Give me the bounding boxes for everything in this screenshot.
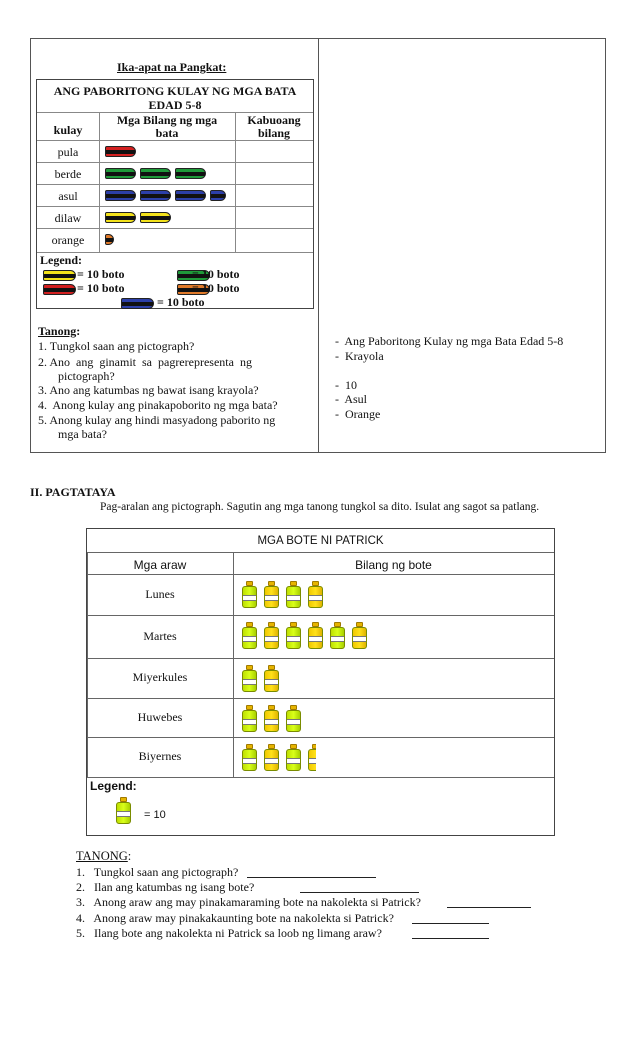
top-question: pictograph? — [58, 369, 115, 383]
bottle-icon — [330, 622, 345, 649]
top-answer: - Krayola — [335, 349, 384, 363]
crayon-icon — [175, 168, 206, 179]
tanong-title: Tanong: — [38, 324, 81, 338]
crayon-icon — [140, 212, 171, 223]
bottle-legend-title: Legend: — [90, 779, 137, 793]
bottle-icon — [264, 744, 279, 771]
crayon-row-label: orange — [51, 233, 85, 247]
section-ii-tanong-title: TANONG: — [76, 849, 132, 863]
top-question: 2. Ano ang ginamit sa pagrerepresenta ng — [38, 355, 252, 369]
top-table-divider — [318, 38, 319, 453]
row-divider — [37, 184, 313, 185]
legend-crayon-icon — [121, 298, 154, 309]
bottle-icon — [264, 665, 279, 692]
section-ii-instruction: Pag-aralan ang pictograph. Sagutin ang mga tanong tungkol sa dito. Isulat ang sagot sa patlang. — [100, 501, 540, 513]
top-answer: - Ang Paboritong Kulay ng mga Bata Edad 5-8 — [335, 334, 564, 348]
answer-blank[interactable] — [412, 938, 489, 939]
legend-value: = 10 boto — [192, 267, 240, 281]
bottle-legend-value: = 10 — [144, 809, 166, 821]
bottle-icon — [242, 705, 257, 732]
top-question: 4. Anong kulay ang pinakapoborito ng mga bata? — [38, 398, 278, 412]
col-bilang-header: Mga Bilang ng mga — [116, 113, 218, 127]
group-title: Ika-apat na Pangkat: — [117, 60, 227, 74]
row-divider — [37, 228, 313, 229]
crayon-icon — [140, 190, 171, 201]
legend-value: = 10 boto — [157, 295, 205, 309]
legend-value: = 10 boto — [192, 281, 240, 295]
bottle-icon — [242, 744, 257, 771]
top-question: 3. Ano ang katumbas ng bawat isang krayola? — [38, 383, 259, 397]
crayon-icon — [105, 190, 136, 201]
row-divider — [37, 206, 313, 207]
top-question: 1. Tungkol saan ang pictograph? — [38, 339, 195, 353]
section-ii-question: 3. Anong araw ang may pinakamaraming bote na nakolekta si Patrick? — [76, 895, 421, 909]
col-kulay-header: kulay — [53, 123, 83, 137]
legend-bottle-icon — [116, 797, 131, 824]
col-kabuoan-header: Kabuoang — [247, 113, 301, 127]
crayon-pictograph-table — [36, 79, 314, 309]
crayon-icon — [175, 190, 206, 201]
legend-crayon-icon — [43, 270, 76, 281]
section-ii-heading: II. PAGTATAYA — [30, 485, 116, 499]
crayon-row-label: berde — [54, 167, 82, 181]
row-divider — [87, 698, 554, 699]
top-question: 5. Anong kulay ang hindi masyadong paborito ng — [38, 413, 276, 427]
row-divider — [87, 658, 554, 659]
patrick-table-title: MGA BOTE NI PATRICK — [257, 535, 384, 547]
top-answer: - Orange — [335, 407, 381, 421]
crayon-icon — [210, 190, 226, 201]
col-bilang-header-2: bata — [155, 126, 179, 140]
bottle-icon — [264, 581, 279, 608]
top-answer: - Asul — [335, 392, 368, 406]
section-ii-question: 4. Anong araw may pinakakaunting bote na nakolekta si Patrick? — [76, 911, 394, 925]
day-label: Miyerkules — [132, 670, 188, 684]
answer-blank[interactable] — [447, 907, 531, 908]
col-kabuoan-header-2: bilang — [257, 126, 290, 140]
answer-blank[interactable] — [247, 877, 376, 878]
crayon-row-label: pula — [57, 145, 79, 159]
bottle-icon — [264, 705, 279, 732]
day-label: Biyernes — [138, 749, 182, 763]
col-bottles-header: Bilang ng bote — [355, 558, 432, 572]
bottle-icon — [242, 622, 257, 649]
top-question: mga bata? — [58, 427, 107, 441]
bottle-icon — [286, 622, 301, 649]
crayon-icon — [105, 234, 114, 245]
patrick-bottle-table — [86, 528, 555, 836]
row-divider — [87, 615, 554, 616]
bottle-icon — [242, 581, 257, 608]
legend-crayon-icon — [43, 284, 76, 295]
crayon-table-subtitle: EDAD 5-8 — [148, 98, 202, 112]
crayon-icon — [105, 212, 136, 223]
bottle-icon — [352, 622, 367, 649]
bottle-icon — [286, 705, 301, 732]
crayon-table-title: ANG PABORITONG KULAY NG MGA BATA — [53, 84, 297, 98]
bottle-icon — [286, 581, 301, 608]
legend-value: = 10 boto — [77, 267, 125, 281]
day-label: Martes — [143, 628, 177, 643]
crayon-icon — [105, 168, 136, 179]
bottle-icon — [286, 744, 301, 771]
bottle-icon — [242, 665, 257, 692]
crayon-legend-title: Legend: — [40, 253, 82, 267]
row-divider — [37, 162, 313, 163]
crayon-row-label: dilaw — [54, 211, 82, 225]
row-divider — [87, 737, 554, 738]
legend-value: = 10 boto — [77, 281, 125, 295]
crayon-row-label: asul — [58, 189, 78, 203]
day-label: Huwebes — [137, 709, 183, 724]
answer-blank[interactable] — [412, 923, 489, 924]
top-answer: - 10 — [335, 378, 357, 392]
crayon-icon — [105, 146, 136, 157]
bottle-icon — [264, 622, 279, 649]
answer-blank[interactable] — [300, 892, 419, 893]
day-label: Lunes — [145, 586, 175, 601]
crayon-icon — [140, 168, 171, 179]
section-ii-question: 1. Tungkol saan ang pictograph? — [76, 865, 239, 879]
bottle-icon — [308, 581, 323, 608]
col-days-header: Mga araw — [133, 558, 187, 572]
section-ii-question: 5. Ilang bote ang nakolekta ni Patrick sa loob ng limang araw? — [76, 926, 382, 940]
bottle-icon — [308, 622, 323, 649]
bottle-icon — [308, 744, 316, 771]
section-ii-question: 2. Ilan ang katumbas ng isang bote? — [76, 880, 255, 894]
